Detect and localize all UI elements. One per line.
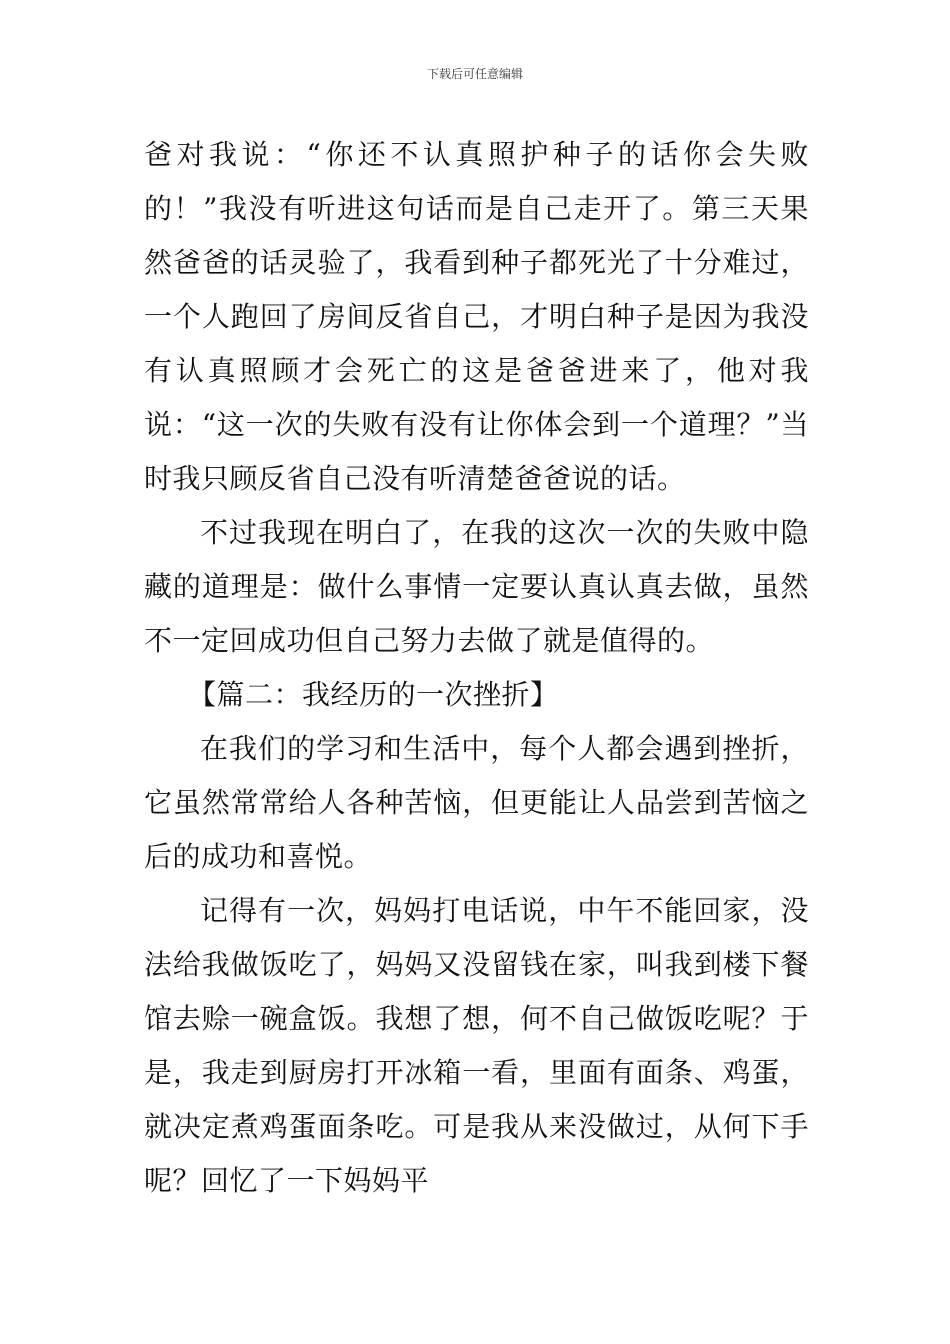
paragraph-lesson: 不过我现在明白了，在我的这次一次的失败中隐藏的道理是：做什么事情一定要认真认真去做，虽然不一定回成功但自己努力去做了就是值得的。 — [144, 516, 809, 657]
page-header: 下载后可任意编辑 — [426, 67, 523, 81]
section-heading: 【篇二：我经历的一次挫折】 — [188, 678, 559, 711]
paragraph-story: 记得有一次，妈妈打电话说，中午不能回家，没法给我做饭吃了，妈妈又没留钱在家，叫我到楼下餐馆去赊一碗盒饭。我想了想，何不自己做饭吃呢？于是，我走到厨房打开冰箱一看，里面有面条、鸡蛋，就决定煮鸡蛋面条吃。可是我从来没做过，从何下手呢？回忆了一下妈妈平 — [144, 894, 809, 1197]
paragraph-continuation: 爸对我说：“你还不认真照护种子的话你会失败的！”我没有听进这句话而是自己走开了。第三天果然爸爸的话灵验了，我看到种子都死光了十分难过，一个人跑回了房间反省自己，才明白种子是因为我没有认真照顾才会死亡的这是爸爸进来了，他对我说：“这一次的失败有没有让你体会到一个道理？”当时我只顾反省自己没有听清楚爸爸说的话。 — [144, 138, 809, 495]
paragraph-intro: 在我们的学习和生活中，每个人都会遇到挫折，它虽然常常给人各种苦恼，但更能让人品尝到苦恼之后的成功和喜悦。 — [144, 732, 809, 873]
document-body — [144, 128, 809, 1208]
